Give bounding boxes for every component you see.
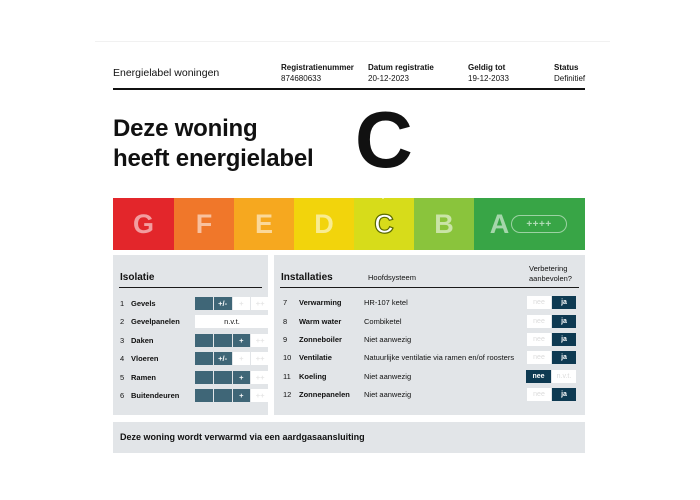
rating-nvt: n.v.t. (195, 315, 269, 328)
rating-cell (214, 389, 232, 402)
advice-nee: nee (526, 370, 551, 383)
advice-nee: nee (527, 315, 551, 328)
label-segment-a (474, 198, 585, 250)
row-name: Zonnepanelen (299, 390, 350, 399)
row-number: 3 (120, 336, 125, 345)
isolatie-row (120, 352, 268, 365)
rating-cell: + (233, 389, 251, 402)
installatie-row (283, 315, 579, 328)
row-name: Gevelpanelen (131, 317, 180, 326)
rating-cell: ++ (251, 297, 269, 310)
advice-header: Verbetering aanbevolen? (529, 264, 572, 283)
advice-nee: nee (527, 388, 551, 401)
registration-number: Registratienummer 874680633 (281, 63, 354, 83)
label-letter: B (434, 208, 454, 239)
rating-cell: ++ (251, 334, 269, 347)
row-number: 4 (120, 354, 125, 363)
isolatie-rating-bar (195, 389, 270, 402)
headline-line-2: heeft energielabel (113, 145, 314, 172)
rating-cell: + (233, 371, 251, 384)
label-letter: F (195, 208, 213, 239)
status: Status Definitief (554, 63, 586, 83)
label-segment-c (354, 198, 414, 250)
isolatie-row (120, 315, 268, 328)
row-number: 7 (283, 298, 288, 307)
energy-label-letter: C (355, 95, 413, 184)
row-name: Warm water (299, 317, 342, 326)
installatie-row (283, 351, 579, 364)
rating-cell: + (233, 297, 251, 310)
rating-cell: ++ (251, 352, 269, 365)
installatie-row (283, 333, 579, 346)
isolatie-rating-bar (195, 297, 270, 310)
isolatie-row (120, 334, 268, 347)
rating-cell (195, 297, 213, 310)
isolatie-rating-bar (195, 352, 270, 365)
row-name: Ventilatie (299, 353, 332, 362)
advice-ja: ja (552, 315, 576, 328)
row-name: Verwarming (299, 298, 342, 307)
isolatie-row (120, 389, 268, 402)
advice-nee: nee (527, 296, 551, 309)
active-label-pointer (376, 192, 390, 199)
rating-cell: ++ (251, 389, 269, 402)
installatie-row (283, 296, 579, 309)
row-number: 11 (283, 372, 291, 381)
label-letter: C (374, 208, 394, 239)
rating-cell: +/- (214, 297, 232, 310)
row-name: Ramen (131, 373, 157, 382)
document-header (113, 60, 585, 89)
rating-cell (195, 352, 213, 365)
hoofdsysteem-header: Hoofdsysteem (368, 273, 416, 282)
row-name: Koeling (299, 372, 327, 381)
headline-line-1: Deze woning (113, 115, 258, 142)
rating-cell (195, 334, 213, 347)
advice-ja: n.v.t. (552, 370, 576, 383)
row-number: 10 (283, 353, 292, 362)
advice-ja: ja (552, 296, 576, 309)
headline (113, 114, 313, 174)
isolatie-rating-bar (195, 334, 270, 347)
installaties-divider (280, 287, 579, 288)
row-number: 1 (120, 299, 125, 308)
label-a-plus-indicator: ++++ (511, 215, 567, 233)
row-name: Zonneboiler (299, 335, 342, 344)
valid-until: Geldig tot 19-12-2033 (468, 63, 509, 83)
energy-label-scale (113, 198, 585, 250)
document-title: Energielabel woningen (113, 67, 220, 79)
isolatie-divider (119, 287, 262, 288)
row-system: Niet aanwezig (364, 372, 412, 381)
advice-ja: ja (552, 351, 576, 364)
row-number: 12 (283, 390, 292, 399)
label-letter: G (132, 208, 154, 239)
row-name: Daken (131, 336, 154, 345)
isolatie-row (120, 371, 268, 384)
row-number: 9 (283, 335, 288, 344)
label-segment-e (234, 198, 294, 250)
row-number: 8 (283, 317, 288, 326)
installatie-row (283, 388, 579, 401)
row-number: 6 (120, 391, 125, 400)
label-letter: A (489, 208, 510, 239)
rating-cell: +/- (214, 352, 232, 365)
label-letter: D (314, 208, 334, 239)
installatie-row (283, 370, 579, 383)
advice-nee: nee (527, 333, 551, 346)
heating-note: Deze woning wordt verwarmd via een aardgasaansluiting (120, 432, 365, 442)
row-system: Combiketel (364, 317, 402, 326)
label-segment-f (174, 198, 234, 250)
advice-ja: ja (552, 333, 576, 346)
row-number: 2 (120, 317, 125, 326)
isolatie-rating-bar (195, 371, 270, 384)
label-letter: E (254, 208, 273, 239)
header-divider (113, 88, 585, 90)
rating-cell: + (233, 352, 251, 365)
isolatie-panel (113, 255, 268, 415)
row-system: Natuurlijke ventilatie via ramen en/of roosters (364, 353, 515, 362)
rating-cell (214, 334, 232, 347)
installaties-title: Installaties (281, 272, 333, 283)
row-number: 5 (120, 373, 125, 382)
rating-cell: + (233, 334, 251, 347)
rating-cell (195, 371, 213, 384)
heating-note-panel (113, 422, 585, 453)
isolatie-row (120, 297, 268, 310)
label-segment-d (294, 198, 354, 250)
rating-cell (195, 389, 213, 402)
advice-nee: nee (527, 351, 551, 364)
top-divider (95, 41, 610, 42)
registration-date: Datum registratie 20-12-2023 (368, 63, 434, 83)
rating-cell: ++ (251, 371, 269, 384)
row-system: Niet aanwezig (364, 390, 412, 399)
isolatie-title: Isolatie (120, 272, 155, 283)
row-name: Buitendeuren (131, 391, 180, 400)
row-name: Gevels (131, 299, 156, 308)
row-name: Vloeren (131, 354, 159, 363)
label-segment-b (414, 198, 474, 250)
isolatie-rating-bar (195, 315, 270, 328)
label-segment-g (113, 198, 174, 250)
row-system: HR-107 ketel (364, 298, 408, 307)
rating-cell (214, 371, 232, 384)
advice-ja: ja (552, 388, 576, 401)
installaties-panel (274, 255, 585, 415)
row-system: Niet aanwezig (364, 335, 412, 344)
